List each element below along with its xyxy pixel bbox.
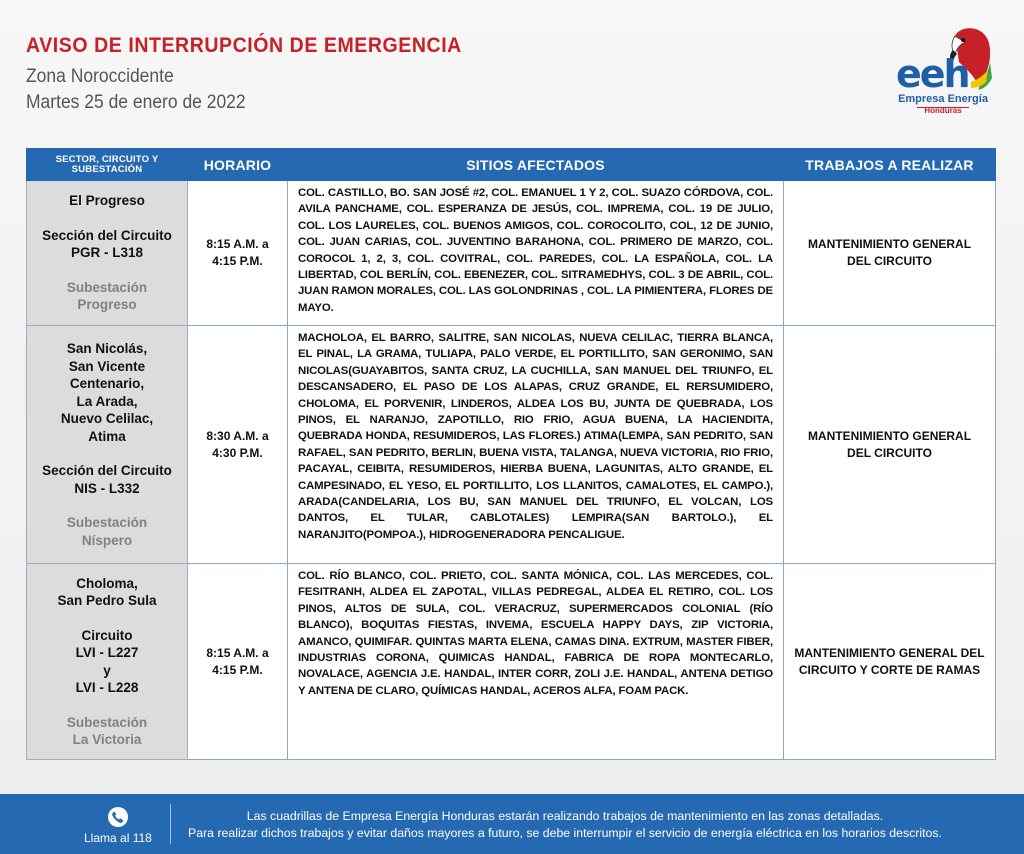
circuit-code: NIS - L332 [74,480,140,496]
sector-cell [27,564,188,760]
footer-line: Para realizar dichos trabajos y evitar daños mayores a futuro, se debe interrumpir el servicio de energía eléctrica en los horarios descritos. [188,826,942,840]
phone-label: Llama al 118 [84,831,152,845]
zone-subtitle: Zona Noroccidente [26,66,174,87]
horario-cell [188,326,288,564]
substation-label: Subestación [66,515,148,530]
horario-start: 8:15 A.M. a [206,645,269,660]
sector-name: El Progreso [69,193,145,209]
footer-line: Las cuadrillas de Empresa Energía Honduras estarán realizando trabajos de mantenimiento en las zonas detalladas. [246,809,884,823]
sector-name: Atima [88,428,126,444]
header [26,34,495,114]
footer-message [180,808,950,842]
sector-name: San Pedro Sula [57,593,157,608]
table-header-row [27,149,996,181]
header-trabajos: TRABAJOS A REALIZAR [784,149,996,181]
page-title: AVISO DE INTERRUPCIÓN DE EMERGENCIA [26,34,462,57]
horario-end: 4:30 P.M. [212,445,263,460]
sector-name: San Vicente [68,358,146,374]
logo-wordmark: eeh [896,52,969,96]
trabajos-line: CIRCUITO Y CORTE DE RAMAS [798,662,981,677]
trabajos-line: MANTENIMIENTO GENERAL [807,428,972,443]
trabajos-line: MANTENIMIENTO GENERAL DEL [794,645,985,660]
logo-country: Honduras [924,106,962,115]
circuit-conjunction: y [103,662,111,678]
circuit-code: LVI - L228 [75,680,139,695]
sector-name: San Nicolás, [66,341,148,356]
table-row [27,564,996,760]
table-row [27,181,996,326]
sector-name: Centenario, [69,376,145,391]
phone-icon[interactable] [108,807,128,827]
substation-name: La Victoria [72,732,142,747]
sector-name: La Arada, [76,393,138,409]
horario-end: 4:15 P.M. [212,254,263,268]
trabajos-line: MANTENIMIENTO GENERAL [807,237,972,251]
trabajos-cell [784,181,996,326]
table-row [27,326,996,564]
circuit-label: Sección del Circuito [42,463,172,478]
sector-name: Choloma, [76,575,138,591]
footer-bar [0,794,1024,854]
trabajos-line: DEL CIRCUITO [847,445,932,460]
circuit-code: PGR - L318 [70,245,144,261]
horario-start: 8:30 A.M. a [206,428,269,443]
sector-cell [27,181,188,326]
circuit-code: LVI - L227 [75,645,139,660]
interruption-table [26,148,996,760]
circuit-label: Circuito [81,627,133,643]
substation-name: Progreso [77,297,137,313]
trabajos-line: DEL CIRCUITO [847,254,932,268]
header-sector: SECTOR, CIRCUITO Y SUBESTACIÓN [27,149,188,181]
sector-name: Nuevo Celilac, [60,411,154,426]
horario-start: 8:15 A.M. a [206,237,269,251]
horario-end: 4:15 P.M. [212,662,263,677]
logo-company: Empresa Energía [898,93,988,105]
substation-name: Níspero [81,532,133,548]
sitios-cell: MACHOLOA, EL BARRO, SALITRE, SAN NICOLAS, NUEVA CELILAC, TIERRA BLANCA, EL PINAL, LA GRAMA, TULIAPA, PALO VERDE, EL PORTILLITO, SAN GERONIMO, SAN NICOLAS(GUAYABITOS, SANTA CRUZ, LA CUCHILLA, SAN MANUEL DEL TRIUNFO, EL DESCANSADERO, EL PASO DE LOS ALAPAS, CRUZ GRANDE, EL RERSUMIDERO, CHOLOMA, EL PORVENIR, LINDEROS, ALDEA LOS BU, JUNTA DE QUEBRADA, LOS PINOS, EL NARANJO, ZAPOTILLO, RIO FRIO, AGUA BUENA, LA HACIENDITA, QUEBRADA HONDA, RESUMIDEROS, LAS FLORES.) ATIMA(LEMPA, SAN PEDRITO, SAN RAFAEL, SAN PEDRITO, BERLIN, BUENA VISTA, TALANGA, NUEVA VICTORIA, RIO FRIO, PACAYAL, CEIBITA, RESUMIDEROS, HIERBA BUENA, LAGUNITAS, ALTO GRANDE, EL CAMPESINADO, EL YESO, EL PORTILLITO, LOS LLANITOS, CAMALOTES, EL CAMPO.), ARADA(CANDELARIA, LOS BU, SAN MANUEL DEL TRIUNFO, EL VOLCAN, LOS DANTOS, EL TULAR, CABLOTALES) LEMPIRA(SAN BARTOLO.), EL NARANJITO(POMPOA.), HIDROGENERADORA PENCALIGUE. [288,326,784,564]
substation-label: Subestación [66,279,148,295]
header-sitios: SITIOS AFECTADOS [288,149,784,181]
circuit-label: Sección del Circuito [42,227,172,243]
trabajos-cell [784,326,996,564]
sector-cell [27,326,188,564]
sitios-cell: COL. CASTILLO, BO. SAN JOSÉ #2, COL. EMANUEL 1 Y 2, COL. SUAZO CÓRDOVA, COL. AVILA PANCHAME, COL. ESPERANZA DE JESÚS, COL. IMPREMA, COL. 19 DE JULIO, COL. LOS LAURELES, COL. BUENOS AMIGOS, COL. COROCOLITO, COL, 12 DE JUNIO, COL. JUAN CARIAS, COL. JUVENTINO BARAHONA, COL. PRIMERO DE MARZO, COL. COROCOL 1, 2, 3, COL. COVITRAL, COL. PAREDES, COL. LA ESPAÑOLA, COL. LA LIBERTAD, COL BERLÍN, COL. EBENEZER, COL. SITRAMEDHYS, COL. 3 DE ABRIL, COL. JUAN RAMON MORALES, COL. LAS GOLONDRINAS , COL. LA PIMIENTERA, FLORES DE MAYO. [288,181,784,326]
header-horario: HORARIO [188,149,288,181]
footer-divider [170,804,171,844]
horario-cell [188,564,288,760]
horario-cell [188,181,288,326]
notice-date: Martes 25 de enero de 2022 [26,92,246,113]
trabajos-cell [784,564,996,760]
sitios-cell: COL. RÍO BLANCO, COL. PRIETO, COL. SANTA MÓNICA, COL. LAS MERCEDES, COL. FESITRANH, ALDEA EL ZAPOTAL, VILLAS PEDREGAL, ALDEA EL RETIRO, COL. LOS PINOS, ALTOS DE SULA, COL. VERACRUZ, SUPERMERCADOS COLONIAL (RÍO BLANCO), BOQUITAS FIESTAS, INVEMA, ESCUELA HAPPY DAYS, ZIP VICTORIA, AMANCO, QUIMIFAR. QUINTAS MARTA ELENA, CAMAS DINA. EXTRUM, MASTER FIBER, INDUSTRIAS CORONA, QUIMICAS HANDAL, FABRICA DE ROPA MONTECARLO, NOVALACE, AGENCIA J.E. HANDAL, INTER CORR, ZOLI J.E. HANDAL, ANTENA DETIGO Y ANTENA DE CLARO, QUÍMICAS HANDAL, ACEROS ALFA, FOAM PACK. [288,564,784,760]
substation-label: Subestación [66,714,148,730]
eeh-logo [893,24,993,120]
